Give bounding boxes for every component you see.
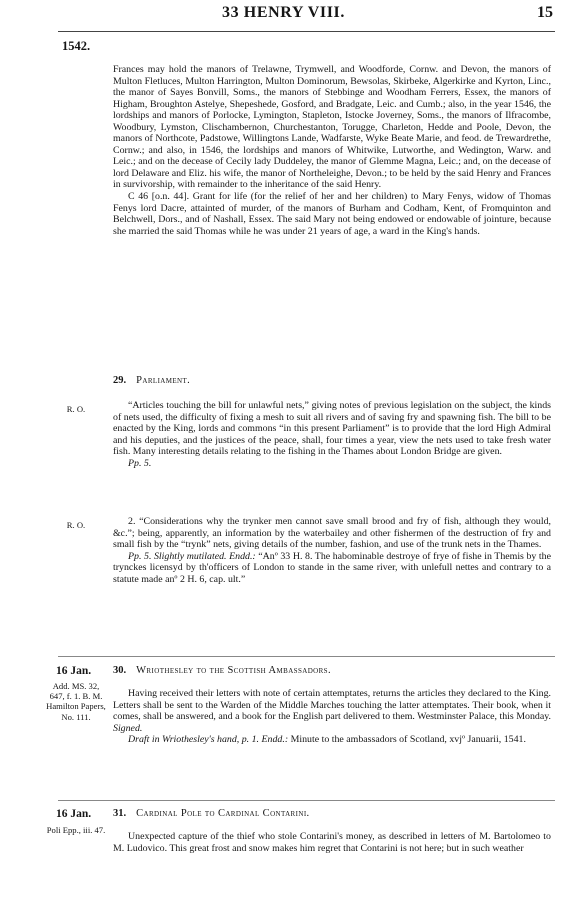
entry-29-heading xyxy=(113,375,551,386)
entry-28-continuation xyxy=(113,64,551,237)
entry-30-draft-text: Minute to the ambassadors of Scotland, xvjº Januarii, 1541. xyxy=(288,734,526,746)
entry-29-pages-1: Pp. 5. xyxy=(128,457,152,469)
entry-31-paragraph-1: Unexpected capture of the thief who stole Contarini's money, as described in letters of M. Bartolomeo to M. Ludovico. This great frost and snow makes him regret that Contarini is not here; but in such weather xyxy=(113,831,551,854)
entry-30-signed: Signed. xyxy=(113,722,143,734)
entry-31-body xyxy=(113,831,551,854)
entry-30-source-ref: Add. MS. 32, 647, f. 1. B. M. Hamilton Papers, No. 111. xyxy=(46,681,106,722)
entry-29-title: Parliament. xyxy=(136,375,191,386)
entry-31-number: 31. xyxy=(113,808,127,819)
header-rule xyxy=(58,31,555,32)
entry-30-number: 30. xyxy=(113,665,127,676)
entry-30-title: Wriothesley to the Scottish Ambassadors. xyxy=(136,665,331,676)
entry-29-body-2 xyxy=(113,516,551,585)
margin-ro-1: R. O. xyxy=(66,404,86,414)
entry-29-body-1 xyxy=(113,400,551,469)
entry-31-source-ref: Poli Epp., iii. 47. xyxy=(46,825,106,835)
entry-29-paragraph-2: 2. “Considerations why the trynker men cannot save small brood and fry of fish, although they would, &c.”; being, apparently, an information by the waterbailey and other fishermen of the destruction of fry and small fish by the “trynk” nets, giving details of the number, fashion, and use of the trunk nets in the Thames. xyxy=(113,516,551,551)
entry-31-title: Cardinal Pole to Cardinal Contarini. xyxy=(136,808,310,819)
entry-28-paragraph-2: C 46 [o.n. 44]. Grant for life (for the relief of her and her children) to Mary Fenys, widow of Thomas Fenys lord Dacre, attainted of murder, of the manors of Burham and Codham, Kent, of Fromquinton and Belchwell, Dors., and of Nashall, Essex. The said Mary not being endowed or endowable of jointure, because she married the said Thomas while he was under 21 years of age, a ward in the King's hands. xyxy=(113,191,551,237)
entry-31-date: 16 Jan. xyxy=(56,808,92,820)
entry-29-paragraph-1: “Articles touching the bill for unlawful nets,” giving notes of previous legislation on the subject, the kinds of nets used, the difficulty of fixing a mesh to suit all rivers and of saving fry and spawning fish. The bill to be enacted by the King, lords and commons “in this present Parliament” is to provide that the lord High Admiral and his deputies, and the justices of the peace, shall, four times a year, view the nets used to take fresh water fish. Many interesting details relating to the fishing in the Thames about London Bridge are given. xyxy=(113,400,551,458)
entry-30-heading xyxy=(113,665,551,676)
entry-30-draft-label: Draft in Wriothesley's hand, p. 1. Endd.: xyxy=(128,734,289,746)
entry-29-endorsement-text: “Anº 33 H. 8. The habominable destroye of frye of fishe in Themis by the trynckes licensyd by th'officers of London to stande in the same river, with unlefull nettes and contrary to a statute made anº 2 H. 6, cap. ult.” xyxy=(113,550,551,585)
entry-30-paragraph-1: Having received their letters with note of certain attemptates, returns the articles they declared to the King. Letters shall be sent to the Warden of the Middle Marches touching the latter attemptates. Their book, when it comes, shall be answered, and a book for the English part delivered to them. Westminster Palace, this Monday. xyxy=(113,688,551,723)
entry-30-date: 16 Jan. xyxy=(56,665,92,677)
entry-29-endorsement-label: Pp. 5. Slightly mutilated. Endd.: xyxy=(128,550,256,562)
separator-rule-1 xyxy=(58,656,555,657)
entry-28-paragraph-1: Frances may hold the manors of Trelawne, Trymwell, and Woodforde, Cornw. and Devon, the manors of Multon Fletluces, Multon Harrington, Multon Dominorum, Bewsolas, Skirbeke, Algerkirke and Kyrton, Linc., the manor of Sayes Bonvill, Soms., the manors of Stebbinge and Woodham Ferrers, Essex, the manors of Higham, Broughton Astelye, Shepeshede, Gosford, and Bradgate, Leic. and Cumb.; also, in the year 1546, the lordships and manors of Porlocke, Lymington, Stapleton, Istocke Joverney, Soms., the manors of Ilfracombe, Woodbury, Lymston, Clischambernon, Churchestanton, Torugge, Charleton, Hedde and Poole, Devon, the manors of Northcote, Padstowe, Willingtons Lande, Wadfarste, Wyke Beate Marie, and feod. de Trewardrethe, Cornw.; and also, in 1546, the lordships and manors of Whitwike, Lutworthe, and Wedington, Warw. and Leic.; and on the decease of Cecily lady Duddeley, the manor of Glemme Magna, Leic.; and, on the decease of lord Delaware and Eliz. his wife, the manor of Northeleighe, Devon.; to be held by the said Henry and Frances in survivorship, with remainder to the inheritance of the said Henry. xyxy=(113,64,551,191)
entry-29-number: 29. xyxy=(113,375,127,386)
separator-rule-2 xyxy=(58,800,555,801)
page-number: 15 xyxy=(537,4,553,21)
entry-30-body xyxy=(113,688,551,746)
margin-ro-2: R. O. xyxy=(66,520,86,530)
running-title: 33 HENRY VIII. xyxy=(222,4,345,21)
margin-year: 1542. xyxy=(62,39,91,53)
entry-31-heading xyxy=(113,808,551,819)
